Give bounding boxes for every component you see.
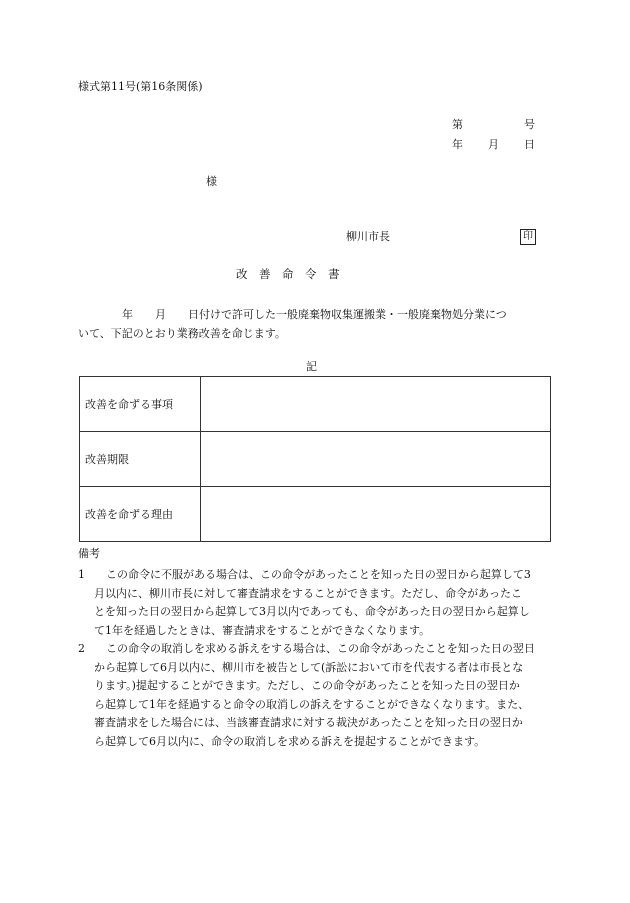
document-title: 改 善 命 令 書 (236, 267, 340, 281)
addressee-suffix: 様 (206, 175, 217, 188)
document-number-suffix: 号 (524, 118, 535, 131)
remarks-title: 備考 (78, 547, 100, 560)
ki-heading: 記 (306, 360, 317, 373)
row-value (201, 377, 551, 432)
remark-line: て1年を経過したときは、審査請求をすることができなくなります。 (94, 623, 431, 637)
remark-line: この命令の取消しを求める訴えをする場合は、この命令があったことを知った日の翌日 (106, 642, 535, 655)
date-month: 月 (488, 138, 499, 151)
table-row (80, 432, 551, 487)
remark-line: から起算して6月以内に、柳川市を被告として(訴訟において市を代表する者は市長とな (94, 660, 524, 674)
remark-text (94, 566, 531, 640)
row-value (201, 432, 551, 487)
row-value (201, 487, 551, 542)
row-label: 改善を命ずる理由 (80, 487, 201, 542)
remark-line: ります。)提起することができます。ただし、この命令があったことを知った日の翌日か (94, 679, 520, 692)
remark-line: この命令に不服がある場合は、この命令があったことを知った日の翌日から起算して3 (106, 568, 531, 581)
remark-number: 1 (78, 568, 85, 581)
order-table (79, 376, 551, 542)
remarks-notes (78, 566, 558, 751)
remark-number: 2 (78, 642, 85, 655)
intro-line-1: 年 月 日付けで許可した一般廃棄物収集運搬業・一般廃棄物処分業につ (122, 308, 507, 321)
intro-paragraph (78, 305, 556, 343)
table-row (80, 487, 551, 542)
remark-line: ら起算して1年を経過すると命令の取消しの訴えをすることができなくなります。また、 (94, 697, 530, 711)
remark-text (94, 640, 535, 751)
table-row (80, 377, 551, 432)
remark-line: 月以内に、柳川市長に対して審査請求をすることができます。ただし、命令があったこ (94, 586, 523, 600)
intro-line-2: いて、下記のとおり業務改善を命じます。 (78, 327, 286, 340)
remark-item (78, 640, 558, 751)
date-year: 年 (452, 138, 463, 151)
remark-line: 審査請求をした場合には、当該審査請求に対する裁決があったことを知った日の翌日か (94, 716, 523, 729)
date-day: 日 (524, 138, 535, 151)
seal-mark: 印 (520, 229, 536, 245)
row-label: 改善を命ずる事項 (80, 377, 201, 432)
remark-line: ら起算して6月以内に、命令の取消しを求める訴えを提起することができます。 (94, 734, 486, 748)
remark-line: とを知った日の翌日から起算して3月以内であっても、命令があった日の翌日から起算し (94, 605, 530, 618)
issuer-name: 柳川市長 (346, 230, 390, 243)
form-number: 様式第11号(第16条関係) (78, 80, 203, 93)
remark-item (78, 566, 558, 640)
row-label: 改善期限 (80, 432, 201, 487)
document-number-prefix: 第 (452, 118, 463, 131)
